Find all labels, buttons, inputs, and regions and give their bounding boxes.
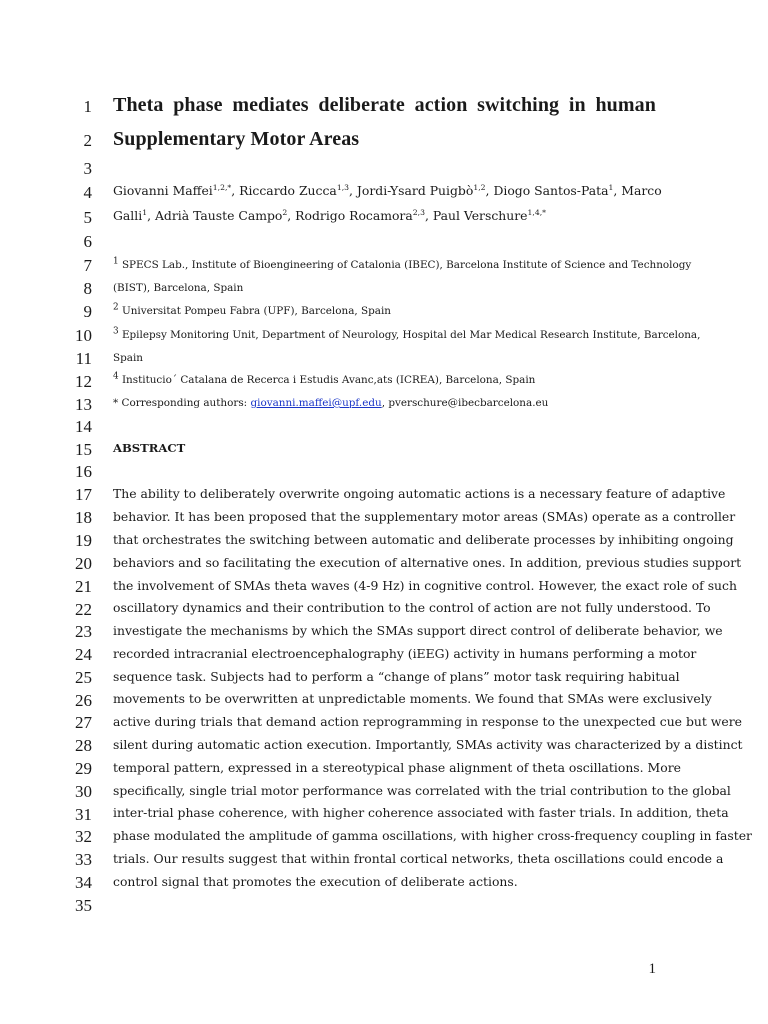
author-name: Adrià Tauste Campo$^2$,	[154, 207, 292, 223]
line-number: 4	[83, 183, 92, 202]
corresponding-star: *	[113, 397, 119, 409]
author-name: Galli$^1$,	[113, 207, 152, 223]
line-number: 18	[75, 508, 92, 527]
line-number: 35	[75, 896, 92, 915]
line-number: 9	[83, 302, 92, 321]
line-number: 34	[75, 873, 92, 892]
affiliation-number: 4	[113, 371, 119, 382]
affiliation: (BIST), Barcelona, Spain	[113, 282, 244, 294]
abstract-line: phase modulated the amplitude of gamma oscillations, with higher cross-frequency coupling in faster	[113, 828, 752, 843]
email-link[interactable]: giovanni.maffei@upf.edu	[250, 397, 382, 409]
line-number: 27	[75, 713, 92, 732]
abstract-line: the involvement of SMAs theta waves (4-9 Hz) in cognitive control. However, the exact role of such	[113, 578, 737, 593]
abstract-line: that orchestrates the switching between automatic and deliberate processes by inhibiting ongoing	[113, 532, 734, 547]
line-number: 31	[75, 805, 92, 824]
abstract-line: inter-trial phase coherence, with higher coherence associated with faster trials. In addition, theta	[113, 805, 729, 820]
abstract-line: investigate the mechanisms by which the SMAs support direct control of deliberate behavior, we	[113, 623, 723, 638]
affiliation	[113, 256, 692, 271]
line-number: 13	[75, 395, 92, 414]
line-number: 22	[75, 600, 92, 619]
author-name: Riccardo Zucca$^{1,3}$,	[239, 182, 353, 198]
line-number: 29	[75, 759, 92, 778]
abstract-line: trials. Our results suggest that within frontal cortical networks, theta oscillations could encode a	[113, 851, 724, 866]
abstract-line: sequence task. Subjects had to perform a “change of plans” motor task requiring habitual	[113, 669, 680, 684]
separator: ,	[381, 397, 386, 409]
page-number: 1	[648, 961, 656, 977]
line-number: 24	[75, 645, 92, 664]
line-number: 11	[75, 349, 92, 368]
paper-title: Theta phase mediates deliberate action switching in human	[113, 94, 656, 116]
corresponding-authors	[113, 398, 656, 408]
line-number: 6	[83, 232, 92, 251]
abstract-line: oscillatory dynamics and their contribution to the control of action are not fully understood. To	[113, 600, 711, 615]
line-number: 16	[75, 462, 92, 481]
abstract-heading: ABSTRACT	[113, 441, 186, 455]
line-number: 32	[75, 827, 92, 846]
author-name: Rodrigo Rocamora$^{2,3}$,	[295, 207, 429, 223]
email-text: pverschure@ibecbarcelona.eu	[388, 397, 549, 409]
affiliation	[113, 302, 656, 317]
line-number: 1	[83, 97, 92, 116]
abstract-line: specifically, single trial motor performance was correlated with the trial contribution to the global	[113, 783, 731, 798]
affiliation-text: Institucio´ Catalana de Recerca i Estudis Avanc,ats (ICREA), Barcelona, Spain	[121, 374, 536, 386]
line-number: 5	[83, 208, 92, 227]
line-number: 2	[83, 131, 92, 150]
abstract-line: temporal pattern, expressed in a stereotypical phase alignment of theta oscillations. More	[113, 760, 681, 775]
abstract-line: movements to be overwritten at unpredictable moments. We found that SMAs were exclusively	[113, 691, 712, 706]
author-name: Marco	[621, 183, 662, 198]
author-list	[113, 207, 656, 223]
line-number: 14	[75, 417, 92, 436]
line-number: 21	[75, 577, 92, 596]
abstract-line: control signal that promotes the execution of deliberate actions.	[113, 874, 518, 889]
author-name: Diogo Santos-Pata$^1$,	[493, 182, 618, 198]
affiliation-text: SPECS Lab., Institute of Bioengineering of Catalonia (IBEC), Barcelona Institute of Science and Technology	[121, 259, 692, 271]
line-number: 8	[83, 279, 92, 298]
line-number: 23	[75, 622, 92, 641]
affiliation-number: 3	[113, 326, 119, 337]
abstract-line: active during trials that demand action reprogramming in response to the unexpected cue but were	[113, 714, 742, 729]
line-number: 28	[75, 736, 92, 755]
abstract-line: silent during automatic action execution. Importantly, SMAs activity was characterized by a distinct	[113, 737, 743, 752]
author-list	[113, 182, 662, 198]
affiliation-number: 1	[113, 256, 119, 267]
line-number: 26	[75, 691, 92, 710]
affiliation: Spain	[113, 352, 143, 364]
line-number: 15	[75, 440, 92, 459]
abstract-line: behavior. It has been proposed that the supplementary motor areas (SMAs) operate as a controller	[113, 509, 736, 524]
line-number: 30	[75, 782, 92, 801]
line-number: 20	[75, 554, 92, 573]
line-number: 17	[75, 485, 92, 504]
affiliation	[113, 326, 701, 341]
line-number: 7	[83, 256, 92, 275]
abstract-line: The ability to deliberately overwrite ongoing automatic actions is a necessary feature of adaptive	[113, 486, 726, 501]
paper-title: Supplementary Motor Areas	[113, 128, 360, 150]
author-name: Paul Verschure$^{1,4,*}$	[432, 207, 546, 223]
line-number: 10	[75, 326, 92, 345]
abstract-line: behaviors and so facilitating the execution of alternative ones. In addition, previous studies support	[113, 555, 742, 570]
author-name: Giovanni Maffei$^{1,2,*}$,	[113, 182, 236, 198]
corresponding-label: Corresponding authors:	[121, 397, 248, 409]
line-number: 25	[75, 668, 92, 687]
author-name: Jordi-Ysard Puigbò$^{1,2}$,	[356, 182, 490, 198]
line-number: 3	[83, 159, 92, 178]
abstract-line: recorded intracranial electroencephalography (iEEG) activity in humans performing a motor	[113, 646, 697, 661]
line-number: 19	[75, 531, 92, 550]
affiliation-text: Universitat Pompeu Fabra (UPF), Barcelona, Spain	[121, 305, 391, 317]
affiliation-text: Epilepsy Monitoring Unit, Department of Neurology, Hospital del Mar Medical Research Institute, Barcelona,	[121, 329, 701, 341]
line-number: 33	[75, 850, 92, 869]
affiliation-number: 2	[113, 302, 119, 313]
line-number: 12	[75, 372, 92, 391]
affiliation	[113, 371, 656, 386]
